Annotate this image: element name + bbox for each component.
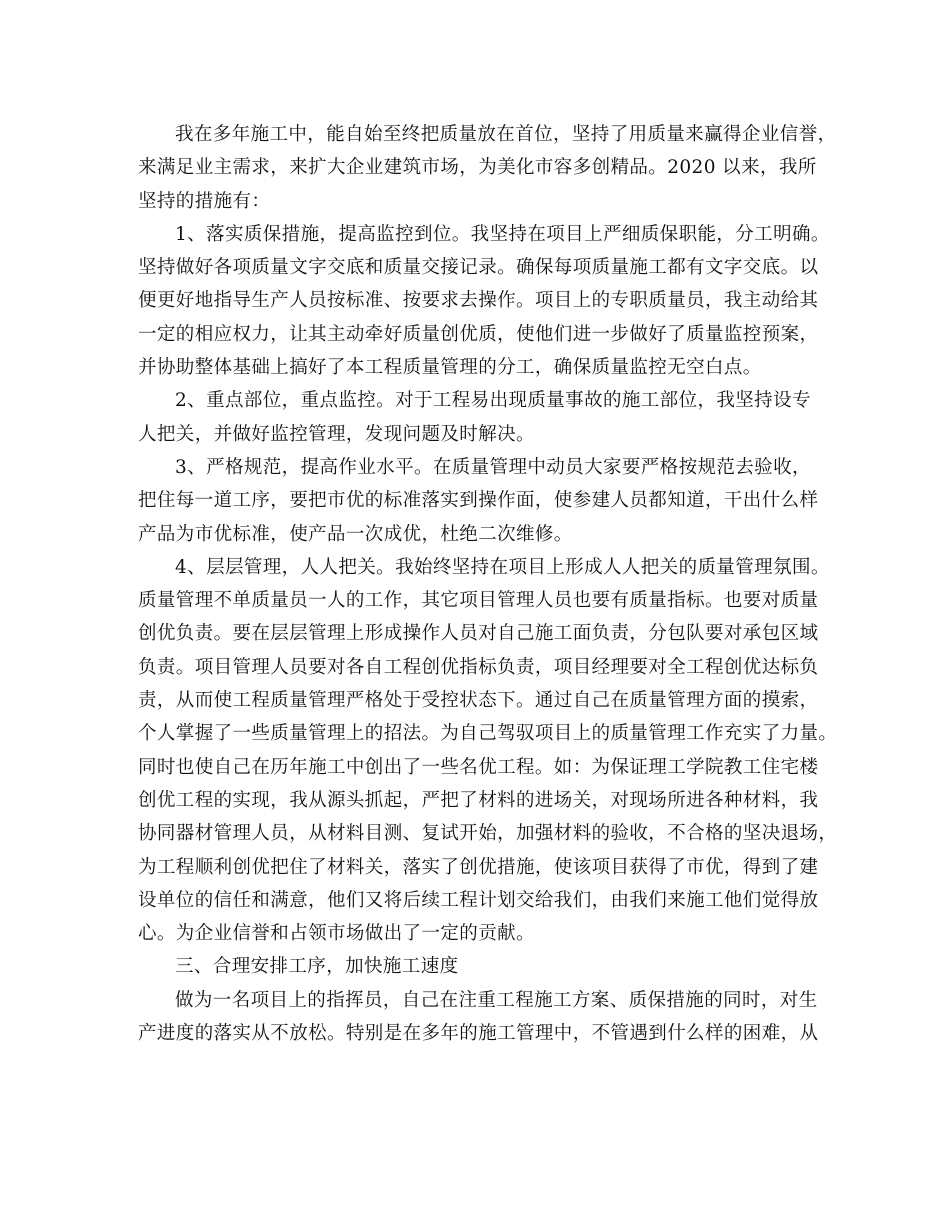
text-line: 2、重点部位，重点监控。对于工程易出现质量事故的施工部位，我坚持设专 [175, 390, 811, 412]
text-line: 一定的相应权力，让其主动牵好质量创优质，使他们进一步做好了质量监控预案， [138, 323, 819, 345]
text-line: 负责。项目管理人员要对各自工程创优指标负责，项目经理要对全工程创优达标负 [138, 656, 819, 678]
text-line: 创优工程的实现，我从源头抓起，严把了材料的进场关，对现场所进各种材料，我 [138, 789, 819, 811]
text-line: 来满足业主需求，来扩大企业建筑市场，为美化市容多创精品。2020 以来，我所 [138, 157, 817, 179]
text-line: 把住每一道工序，要把市优的标准落实到操作面，使参建人员都知道，干出什么样 [138, 490, 819, 512]
text-line: 三、合理安排工序，加快施工速度 [175, 956, 459, 978]
text-line: 质量管理不单质量员一人的工作，其它项目管理人员也要有质量指标。也要对质量 [138, 590, 819, 612]
text-line: 便更好地指导生产人员按标准、按要求去操作。项目上的专职质量员，我主动给其 [138, 290, 819, 312]
text-line: 为工程顺利创优把住了材料关，落实了创优措施，使该项目获得了市优，得到了建 [138, 856, 819, 878]
text-line: 责，从而使工程质量管理严格处于受控状态下。通过自己在质量管理方面的摸索， [138, 690, 819, 712]
text-line: 协同器材管理人员，从材料目测、复试开始，加强材料的验收，不合格的坚决退场， [138, 823, 838, 845]
text-line: 坚持的措施有： [138, 190, 271, 212]
text-line: 同时也使自己在历年施工中创出了一些名优工程。如：为保证理工学院教工住宅楼 [138, 756, 819, 778]
text-line: 1、落实质保措施，提高监控到位。我坚持在项目上严细质保职能，分工明确。 [175, 223, 830, 245]
text-line: 个人掌握了一些质量管理上的招法。为自己驾驭项目上的质量管理工作充实了力量。 [138, 723, 838, 745]
text-line: 心。为企业信誉和占领市场做出了一定的贡献。 [138, 923, 535, 945]
text-line: 产进度的落实从不放松。特别是在多年的施工管理中，不管遇到什么样的困难，从 [138, 1023, 819, 1045]
text-line: 产品为市优标准，使产品一次成优，杜绝二次维修。 [138, 523, 573, 545]
text-line: 做为一名项目上的指挥员，自己在注重工程施工方案、质保措施的同时，对生 [175, 989, 818, 1011]
text-line: 坚持做好各项质量文字交底和质量交接记录。确保每项质量施工都有文字交底。以 [138, 257, 819, 279]
text-line: 4、层层管理，人人把关。我始终坚持在项目上形成人人把关的质量管理氛围。 [175, 556, 830, 578]
document-body [138, 118, 838, 1050]
text-line: 人把关，并做好监控管理，发现问题及时解决。 [138, 423, 535, 445]
text-line: 3、严格规范，提高作业水平。在质量管理中动员大家要严格按规范去验收， [175, 456, 811, 478]
text-line: 创优负责。要在层层管理上形成操作人员对自己施工面负责，分包队要对承包区域 [138, 623, 819, 645]
text-line: 我在多年施工中，能自始至终把质量放在首位，坚持了用质量来赢得企业信誉， [175, 124, 837, 145]
text-line: 并协助整体基础上搞好了本工程质量管理的分工，确保质量监控无空白点。 [138, 357, 762, 379]
text-line: 设单位的信任和满意，他们又将后续工程计划交给我们，由我们来施工他们觉得放 [138, 889, 819, 911]
